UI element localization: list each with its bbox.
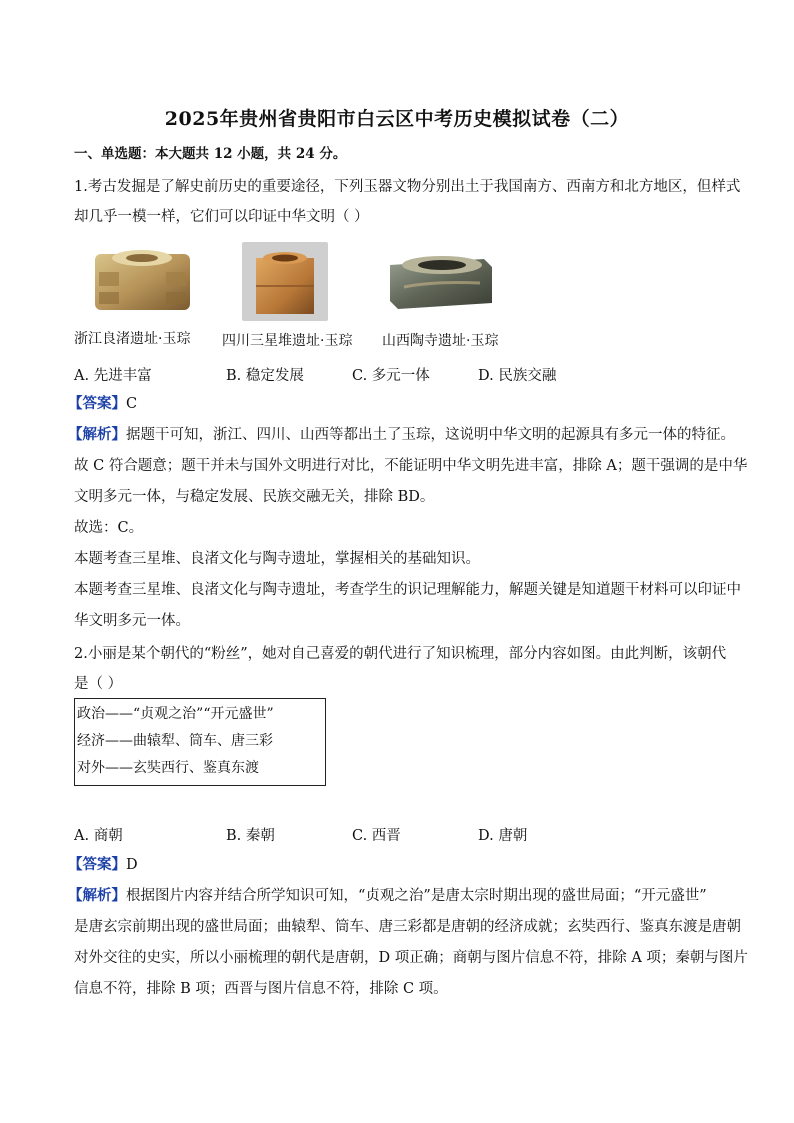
image-caption: 山西陶寺遗址·玉琮 (382, 333, 499, 349)
option-b: B. 稳定发展 (226, 368, 304, 384)
q2-answer (68, 855, 138, 875)
image-caption: 四川三星堆遗址·玉琮 (222, 333, 353, 349)
option-d: D. 民族交融 (478, 368, 557, 384)
q2-analysis-line-1 (68, 886, 707, 906)
answer-tag: 【答案】 (68, 395, 126, 412)
table-row: 对外——玄奘西行、鉴真东渡 (77, 760, 259, 776)
q2-analysis-line-2: 是唐玄宗前期出现的盛世局面；曲辕犁、筒车、唐三彩都是唐朝的经济成就；玄奘西行、鉴真东渡是唐朝 (74, 919, 741, 935)
option-c: C. 多元一体 (352, 368, 430, 384)
analysis-text: 根据图片内容并结合所学知识可知，“贞观之治”是唐太宗时期出现的盛世局面；“开元盛世” (126, 888, 707, 904)
jade-cong-liangzhu-image (91, 244, 194, 318)
q1-stem-line-2: 却几乎一模一样，它们可以印证中华文明（ ） (74, 209, 369, 225)
image-caption: 浙江良渚遗址·玉琮 (74, 331, 191, 347)
q2-analysis-line-4: 信息不符，排除 B 项；西晋与图片信息不符，排除 C 项。 (74, 981, 448, 997)
jade-cong-sanxingdui-image (242, 242, 328, 321)
option-d: D. 唐朝 (478, 828, 528, 844)
analysis-text: 据题干可知，浙江、四川、山西等都出土了玉琮，这说明中华文明的起源具有多元一体的特征。 (126, 427, 735, 443)
option-c: C. 西晋 (352, 828, 401, 844)
answer-tag: 【答案】 (68, 856, 126, 873)
q1-analysis-line-5: 本题考查三星堆、良渚文化与陶寺遗址，掌握相关的基础知识。 (74, 551, 480, 567)
q1-analysis-line-6: 本题考查三星堆、良渚文化与陶寺遗址，考查学生的识记理解能力，解题关键是知道题干材料可以印证中 (74, 582, 741, 598)
answer-value: D (126, 857, 138, 873)
q2-stem-line-1: 2.小丽是某个朝代的“粉丝”，她对自己喜爱的朝代进行了知识梳理，部分内容如图。由此判断，该朝代 (74, 646, 727, 662)
knowledge-table (74, 698, 326, 786)
answer-value: C (126, 396, 138, 412)
q2-analysis-line-3: 对外交往的史实，所以小丽梳理的朝代是唐朝，D 项正确；商朝与图片信息不符，排除 A 项；秦朝与图片 (74, 950, 748, 966)
jade-cong-taosi-image (384, 247, 498, 317)
option-b: B. 秦朝 (226, 828, 275, 844)
q1-answer (68, 394, 137, 414)
q1-stem-line-1: 1.考古发掘是了解史前历史的重要途径，下列玉器文物分别出土于我国南方、西南方和北方地区，但样式 (74, 179, 741, 195)
table-row: 经济——曲辕犁、筒车、唐三彩 (77, 733, 273, 749)
q1-analysis-line-4: 故选：C。 (74, 520, 144, 536)
q1-analysis-line-3: 文明多元一体，与稳定发展、民族交融无关，排除 BD。 (74, 489, 435, 505)
analysis-tag: 【解析】 (68, 887, 126, 904)
q2-stem-line-2: 是（ ） (74, 676, 123, 692)
q1-analysis-line-1 (68, 425, 735, 445)
table-row: 政治——“贞观之治”“开元盛世” (77, 706, 274, 722)
q1-analysis-line-7: 华文明多元一体。 (74, 613, 190, 629)
section-heading: 一、单选题：本大题共 12 小题，共 24 分。 (74, 146, 347, 162)
option-a: A. 先进丰富 (74, 368, 152, 384)
option-a: A. 商朝 (74, 828, 123, 844)
q1-analysis-line-2: 故 C 符合题意；题干并未与国外文明进行对比，不能证明中华文明先进丰富，排除 A；题干强调的是中华 (74, 458, 748, 474)
analysis-tag: 【解析】 (68, 426, 126, 443)
page-title: 2025年贵州省贵阳市白云区中考历史模拟试卷（二） (164, 108, 630, 130)
